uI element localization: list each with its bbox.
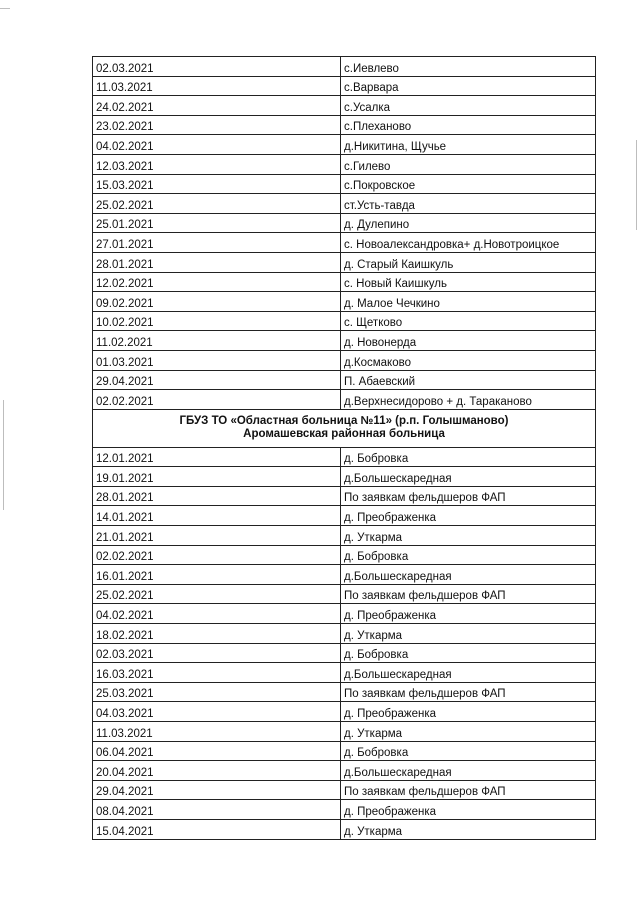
place-cell: д. Бобровка <box>341 643 596 663</box>
place-cell: По заявкам фельдшеров ФАП <box>341 584 596 604</box>
date-cell: 11.03.2021 <box>93 76 341 96</box>
place-cell: с.Покровское <box>341 174 596 194</box>
section-header <box>93 409 596 447</box>
date-cell: 28.01.2021 <box>93 252 341 272</box>
date-cell: 04.02.2021 <box>93 135 341 155</box>
place-cell: с. Новый Каишкуль <box>341 272 596 292</box>
date-cell: 06.04.2021 <box>93 741 341 761</box>
table-row <box>93 800 596 820</box>
date-cell: 10.02.2021 <box>93 311 341 331</box>
table-row <box>93 643 596 663</box>
date-cell: 02.03.2021 <box>93 57 341 77</box>
table-row <box>93 545 596 565</box>
date-cell: 15.03.2021 <box>93 174 341 194</box>
date-cell: 01.03.2021 <box>93 350 341 370</box>
date-cell: 20.04.2021 <box>93 761 341 781</box>
table-row <box>93 292 596 312</box>
table-row <box>93 350 596 370</box>
table-row <box>93 702 596 722</box>
date-cell: 08.04.2021 <box>93 800 341 820</box>
table-row <box>93 272 596 292</box>
date-cell: 27.01.2021 <box>93 233 341 253</box>
date-cell: 04.02.2021 <box>93 604 341 624</box>
date-cell: 25.02.2021 <box>93 584 341 604</box>
place-cell: с.Гилево <box>341 154 596 174</box>
place-cell: д. Уткарма <box>341 526 596 546</box>
date-cell: 29.04.2021 <box>93 370 341 390</box>
table-row <box>93 390 596 410</box>
table-row <box>93 565 596 585</box>
place-cell: с.Плеханово <box>341 115 596 135</box>
date-cell: 09.02.2021 <box>93 292 341 312</box>
table-row <box>93 57 596 77</box>
place-cell: с. Новоалександровка+ д.Новотроицкое <box>341 233 596 253</box>
table-row <box>93 233 596 253</box>
table-row <box>93 526 596 546</box>
table-row <box>93 819 596 839</box>
place-cell: По заявкам фельдшеров ФАП <box>341 486 596 506</box>
place-cell: П. Абаевский <box>341 370 596 390</box>
place-cell: д. Бобровка <box>341 741 596 761</box>
scan-edge-mark-top-left <box>0 8 10 9</box>
place-cell: д.Большескаредная <box>341 761 596 781</box>
place-cell: д.Большескаредная <box>341 565 596 585</box>
table-row <box>93 194 596 214</box>
date-cell: 23.02.2021 <box>93 115 341 135</box>
table-row <box>93 135 596 155</box>
place-cell: д. Уткарма <box>341 819 596 839</box>
table-row <box>93 370 596 390</box>
place-cell: д.Космаково <box>341 350 596 370</box>
section-hospital-title: Аромашевская районная больница <box>243 428 445 441</box>
date-cell: 02.02.2021 <box>93 390 341 410</box>
place-cell: д. Преображенка <box>341 800 596 820</box>
date-cell: 25.02.2021 <box>93 194 341 214</box>
section-header-row <box>93 409 596 447</box>
table-row <box>93 780 596 800</box>
table-row <box>93 311 596 331</box>
section-header-cell <box>93 409 596 447</box>
table-row <box>93 663 596 683</box>
table-row <box>93 584 596 604</box>
table-row <box>93 174 596 194</box>
table-row <box>93 741 596 761</box>
date-cell: 16.03.2021 <box>93 663 341 683</box>
date-cell: 02.03.2021 <box>93 643 341 663</box>
place-cell: д.Никитина, Щучье <box>341 135 596 155</box>
table-row <box>93 213 596 233</box>
table-row <box>93 682 596 702</box>
section-org-title: ГБУЗ ТО «Областная больница №11» (р.п. Голышманово) <box>179 415 509 428</box>
place-cell: д. Уткарма <box>341 722 596 742</box>
date-cell: 15.04.2021 <box>93 819 341 839</box>
date-cell: 29.04.2021 <box>93 780 341 800</box>
date-cell: 28.01.2021 <box>93 486 341 506</box>
date-cell: 12.03.2021 <box>93 154 341 174</box>
date-cell: 19.01.2021 <box>93 467 341 487</box>
place-cell: По заявкам фельдшеров ФАП <box>341 682 596 702</box>
place-cell: д. Бобровка <box>341 545 596 565</box>
date-cell: 14.01.2021 <box>93 506 341 526</box>
table-row <box>93 252 596 272</box>
place-cell: д. Старый Каишкуль <box>341 252 596 272</box>
table-row <box>93 76 596 96</box>
table-row <box>93 331 596 351</box>
table-row <box>93 624 596 644</box>
date-cell: 02.02.2021 <box>93 545 341 565</box>
place-cell: д. Дулепино <box>341 213 596 233</box>
date-cell: 11.02.2021 <box>93 331 341 351</box>
table-row <box>93 96 596 116</box>
place-cell: д. Преображенка <box>341 702 596 722</box>
schedule-table-top-rows <box>93 57 596 410</box>
place-cell: д. Бобровка <box>341 447 596 467</box>
place-cell: д. Малое Чечкино <box>341 292 596 312</box>
place-cell: с.Иевлево <box>341 57 596 77</box>
date-cell: 25.01.2021 <box>93 213 341 233</box>
table-row <box>93 604 596 624</box>
scan-edge-mark-right <box>636 140 637 230</box>
date-cell: 12.01.2021 <box>93 447 341 467</box>
table-row <box>93 486 596 506</box>
date-cell: 04.03.2021 <box>93 702 341 722</box>
table-row <box>93 761 596 781</box>
table-row <box>93 447 596 467</box>
place-cell: д. Новонерда <box>341 331 596 351</box>
date-cell: 24.02.2021 <box>93 96 341 116</box>
table-row <box>93 467 596 487</box>
table-row <box>93 115 596 135</box>
schedule-table-bottom-rows <box>93 447 596 839</box>
schedule-table <box>92 56 596 840</box>
place-cell: д.Большескаредная <box>341 663 596 683</box>
date-cell: 25.03.2021 <box>93 682 341 702</box>
date-cell: 18.02.2021 <box>93 624 341 644</box>
place-cell: д. Уткарма <box>341 624 596 644</box>
date-cell: 12.02.2021 <box>93 272 341 292</box>
place-cell: с. Щетково <box>341 311 596 331</box>
table-row <box>93 154 596 174</box>
date-cell: 11.03.2021 <box>93 722 341 742</box>
place-cell: д. Преображенка <box>341 506 596 526</box>
date-cell: 21.01.2021 <box>93 526 341 546</box>
place-cell: д. Преображенка <box>341 604 596 624</box>
place-cell: По заявкам фельдшеров ФАП <box>341 780 596 800</box>
date-cell: 16.01.2021 <box>93 565 341 585</box>
place-cell: с.Усалка <box>341 96 596 116</box>
place-cell: д.Верхнесидорово + д. Тараканово <box>341 390 596 410</box>
table-row <box>93 506 596 526</box>
place-cell: д.Большескаредная <box>341 467 596 487</box>
scan-edge-mark-left <box>3 400 4 510</box>
table-row <box>93 722 596 742</box>
place-cell: ст.Усть-тавда <box>341 194 596 214</box>
place-cell: с.Варвара <box>341 76 596 96</box>
